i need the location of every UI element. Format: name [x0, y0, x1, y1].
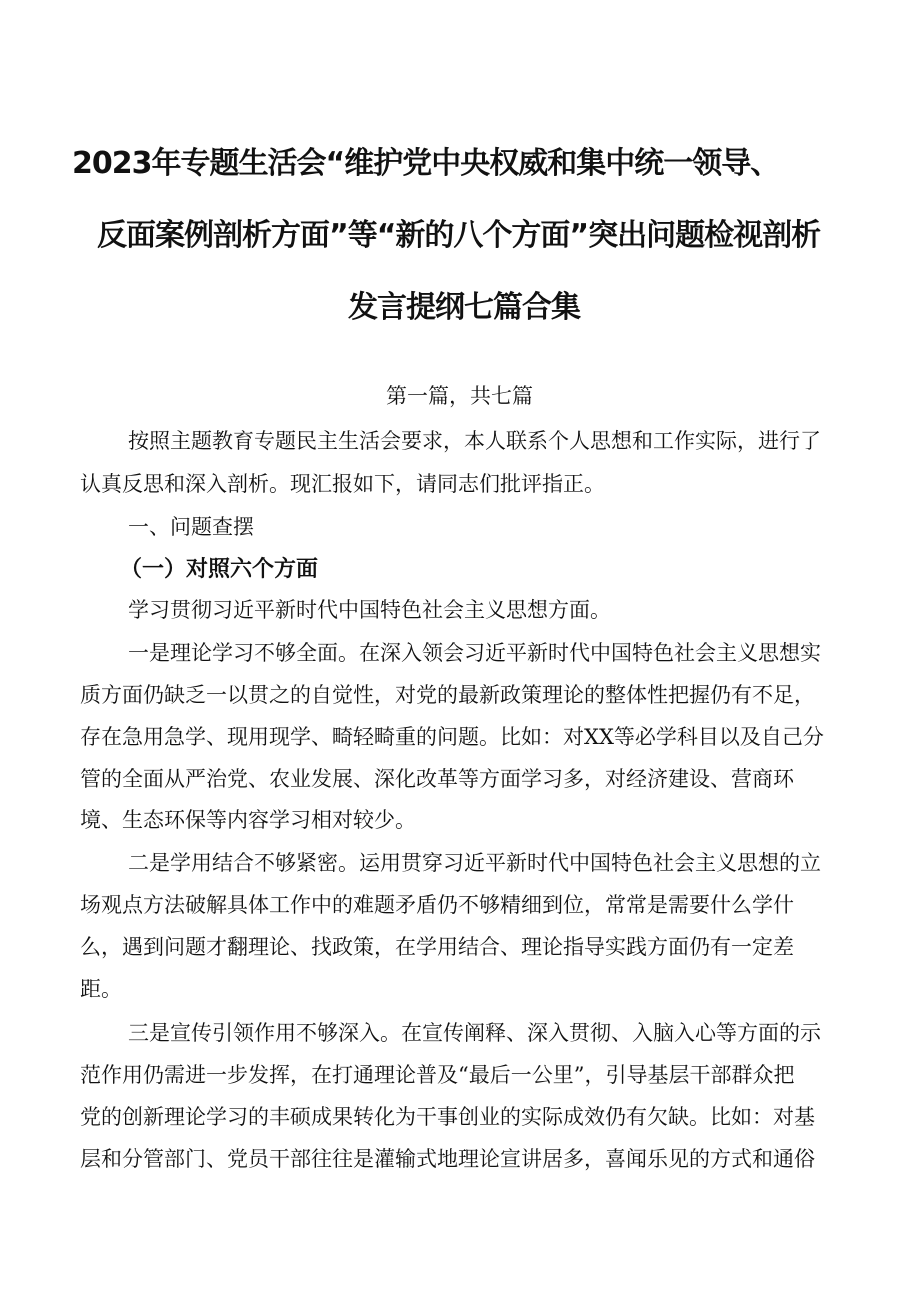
para3-line-4: 层和分管部门、党员干部往往是灌输式地理论宣讲居多，喜闻乐见的方式和通俗 — [80, 1147, 815, 1171]
intro-line-2: 认真反思和深入剖析。现汇报如下，请同志们批评指正。 — [80, 472, 605, 496]
para2-line-1: 二是学用结合不够紧密。运用贯穿习近平新时代中国特色社会主义思想的立 — [128, 851, 821, 875]
para2-line-2: 场观点方法破解具体工作中的难题矛盾仍不够精细到位，常常是需要什么学什 — [80, 893, 794, 917]
para3-line-2: 范作用仍需进一步发挥，在打通理论普及“最后一公里”，引导基层干部群众把 — [80, 1063, 795, 1087]
document-title-line-1: 2023年专题生活会“维护党中央权威和集中统一领导、 — [72, 146, 780, 181]
document-title-line-2: 反面案例剖析方面”等“新的八个方面”突出问题检视剖析 — [97, 218, 821, 253]
para3-line-3: 党的创新理论学习的丰硕成果转化为干事创业的实际成效仍有欠缺。比如：对基 — [80, 1105, 815, 1129]
para1-line-5: 境、生态环保等内容学习相对较少。 — [80, 808, 416, 832]
topic-line: 学习贯彻习近平新时代中国特色社会主义思想方面。 — [128, 598, 611, 622]
para1-line-2: 质方面仍缺乏一以贯之的自觉性，对党的最新政策理论的整体性把握仍有不足， — [80, 683, 815, 707]
para2-line-3: 么，遇到问题才翻理论、找政策，在学用结合、理论指导实践方面仍有一定差 — [80, 935, 794, 959]
section-heading: 一、问题查摆 — [128, 515, 254, 539]
para1-line-4: 管的全面从严治党、农业发展、深化改革等方面学习多，对经济建设、营商环 — [80, 767, 794, 791]
intro-line-1: 按照主题教育专题民主生活会要求，本人联系个人思想和工作实际，进行了 — [128, 429, 821, 453]
document-title-line-3: 发言提纲七篇合集 — [348, 290, 580, 325]
document-subtitle: 第一篇，共七篇 — [386, 384, 533, 408]
para2-line-4: 距。 — [80, 977, 122, 1001]
para1-line-1: 一是理论学习不够全面。在深入领会习近平新时代中国特色社会主义思想实 — [128, 641, 821, 665]
subsection-heading: （一）对照六个方面 — [120, 557, 319, 582]
para3-line-1: 三是宣传引领作用不够深入。在宣传阐释、深入贯彻、入脑入心等方面的示 — [128, 1021, 821, 1045]
para1-line-3: 存在急用急学、现用现学、畸轻畸重的问题。比如：对XX等必学科目以及自己分 — [80, 725, 824, 749]
